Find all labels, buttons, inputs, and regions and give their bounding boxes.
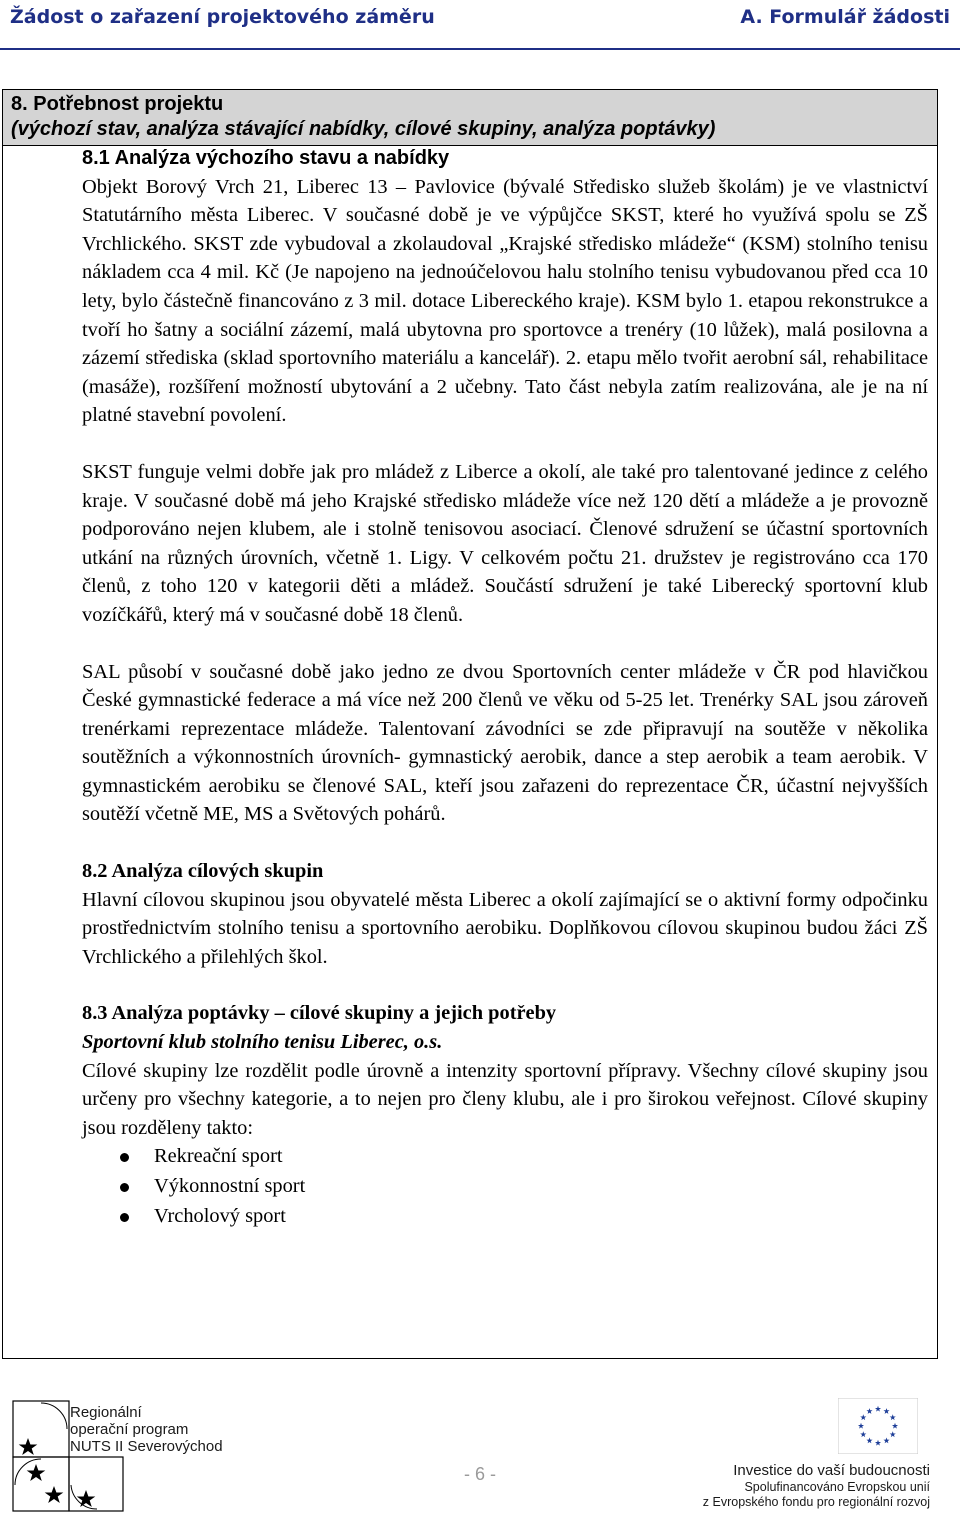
list-item: Výkonnostní sport <box>82 1172 928 1202</box>
paragraph: Cílové skupiny lze rozdělit podle úrovně a intenzity sportovní přípravy. Všechny cílové skupiny jsou určeny pro všechny kategorie, a to nejen pro členy klubu, ale i pro širokou veřejnost. Cílové skupiny jsou rozděleny takto: <box>82 1059 928 1139</box>
eu-funding-label <box>703 1462 930 1510</box>
section-heading <box>11 92 715 142</box>
paragraph: Hlavní cílovou skupinou jsou obyvatelé města Liberec a okolí zajímající se o aktivní formy odpočinku prostřednictvím stolního tenisu a sportovního aerobiku. Doplňkovou cílovou skupinou budou žáci ZŠ Vrchlického a přilehlých škol. <box>82 888 928 968</box>
list-item: Vrcholový sport <box>82 1202 928 1232</box>
bullet-list <box>82 1142 928 1231</box>
eu-flag-icon <box>838 1398 918 1454</box>
section-content <box>82 144 928 1231</box>
eu-line: Spolufinancováno Evropskou unií <box>744 1480 930 1494</box>
rop-line: Regionální <box>70 1404 142 1421</box>
subsection-8-1-title: 8.1 Analýza výchozího stavu a nabídky <box>82 147 450 169</box>
club-name: Sportovní klub stolního tenisu Liberec, o.s. <box>82 1031 443 1054</box>
page-footer <box>0 1390 960 1516</box>
paragraph: SKST funguje velmi dobře jak pro mládež z Liberce a okolí, ale také pro talentované jedince z celého kraje. V současné době má jeho Krajské středisko mládeže více než 120 dětí a mládeže a je provozně podporováno nejen klubem, ale i stolně tenisovou asociací. Členové sdružení se účastní sportovních utkání na různých úrovních, včetně 1. Ligy. V celkovém počtu 21. družstev je registrováno cca 170 členů, z toho 120 v kategorii děti a mládež. Součástí sdružení je také Liberecký sportovní klub vozíčkářů, který má v současné době 18 členů. <box>82 460 928 626</box>
header-form-label: A. Formulář žádosti <box>740 6 950 28</box>
rop-program-label <box>70 1404 223 1455</box>
subsection-8-2-title: 8.2 Analýza cílových skupin <box>82 860 324 883</box>
list-item: Rekreační sport <box>82 1142 928 1172</box>
eu-line: Investice do vaší budoucnosti <box>733 1462 930 1479</box>
header-title: Žádost o zařazení projektového záměru <box>10 6 435 28</box>
section-subtitle: (výchozí stav, analýza stávající nabídky, cílové skupiny, analýza poptávky) <box>11 118 716 140</box>
header-divider <box>0 48 960 50</box>
subsection-8-3-title: 8.3 Analýza poptávky – cílové skupiny a jejich potřeby <box>82 1002 557 1025</box>
page-number: - 6 - <box>463 1464 496 1484</box>
page-header <box>10 6 950 36</box>
paragraph: SAL působí v současné době jako jedno ze dvou Sportovních center mládeže v ČR pod hlavičkou České gymnastické federace a má více než 200 členů ve věku od 5-25 let. Trenérky SAL jsou zároveň trenérkami reprezentace mládeže. Talentovaní závodníci se zde připravují na soutěže v několika soutěžních a výkonnostních úrovních- gymnastický aerobik, dance a step aerobik a team aerobik. V gymnastickém aerobiku se členové SAL, kteří jsou zařazeni do reprezentace ČR, účastní nejvyšších soutěží včetně ME, MS a Světových pohárů. <box>82 660 928 826</box>
section-title: 8. Potřebnost projektu <box>11 93 224 115</box>
rop-line: NUTS II Severovýchod <box>70 1438 223 1455</box>
rop-line: operační program <box>70 1421 189 1438</box>
section-header <box>3 90 937 146</box>
eu-line: z Evropského fondu pro regionální rozvoj <box>702 1495 930 1509</box>
paragraph: Objekt Borový Vrch 21, Liberec 13 – Pavlovice (bývalé Středisko služeb školám) je ve vlastnictví Statutárního města Liberec. V současné době je ve výpůjčce SKST, které ho využívá spolu se ZŠ Vrchlického. SKST zde vybudoval a zkolaudoval „Krajské středisko mládeže“ (KSM) stolního tenisu nákladem cca 4 mil. Kč (Je napojeno na jednoúčelovou halu stolního tenisu vybudovanou před cca 10 lety, bylo částečně financováno z 3 mil. dotace Libereckého kraje). KSM bylo 1. etapou rekonstrukce a tvoří ho šatny a sociální zázemí, malá ubytovna pro sportovce a trenéry (10 lůžek), malá posilovna a zázemí střediska (sklad sportovního materiálu a kancelář). 2. etapu mělo tvořit aerobní sál, rehabilitace (masáže), rozšíření možností ubytování a 2 učebny. Tato část nebyla zatím realizována, ale je na ní platné stavební povolení. <box>82 175 928 427</box>
